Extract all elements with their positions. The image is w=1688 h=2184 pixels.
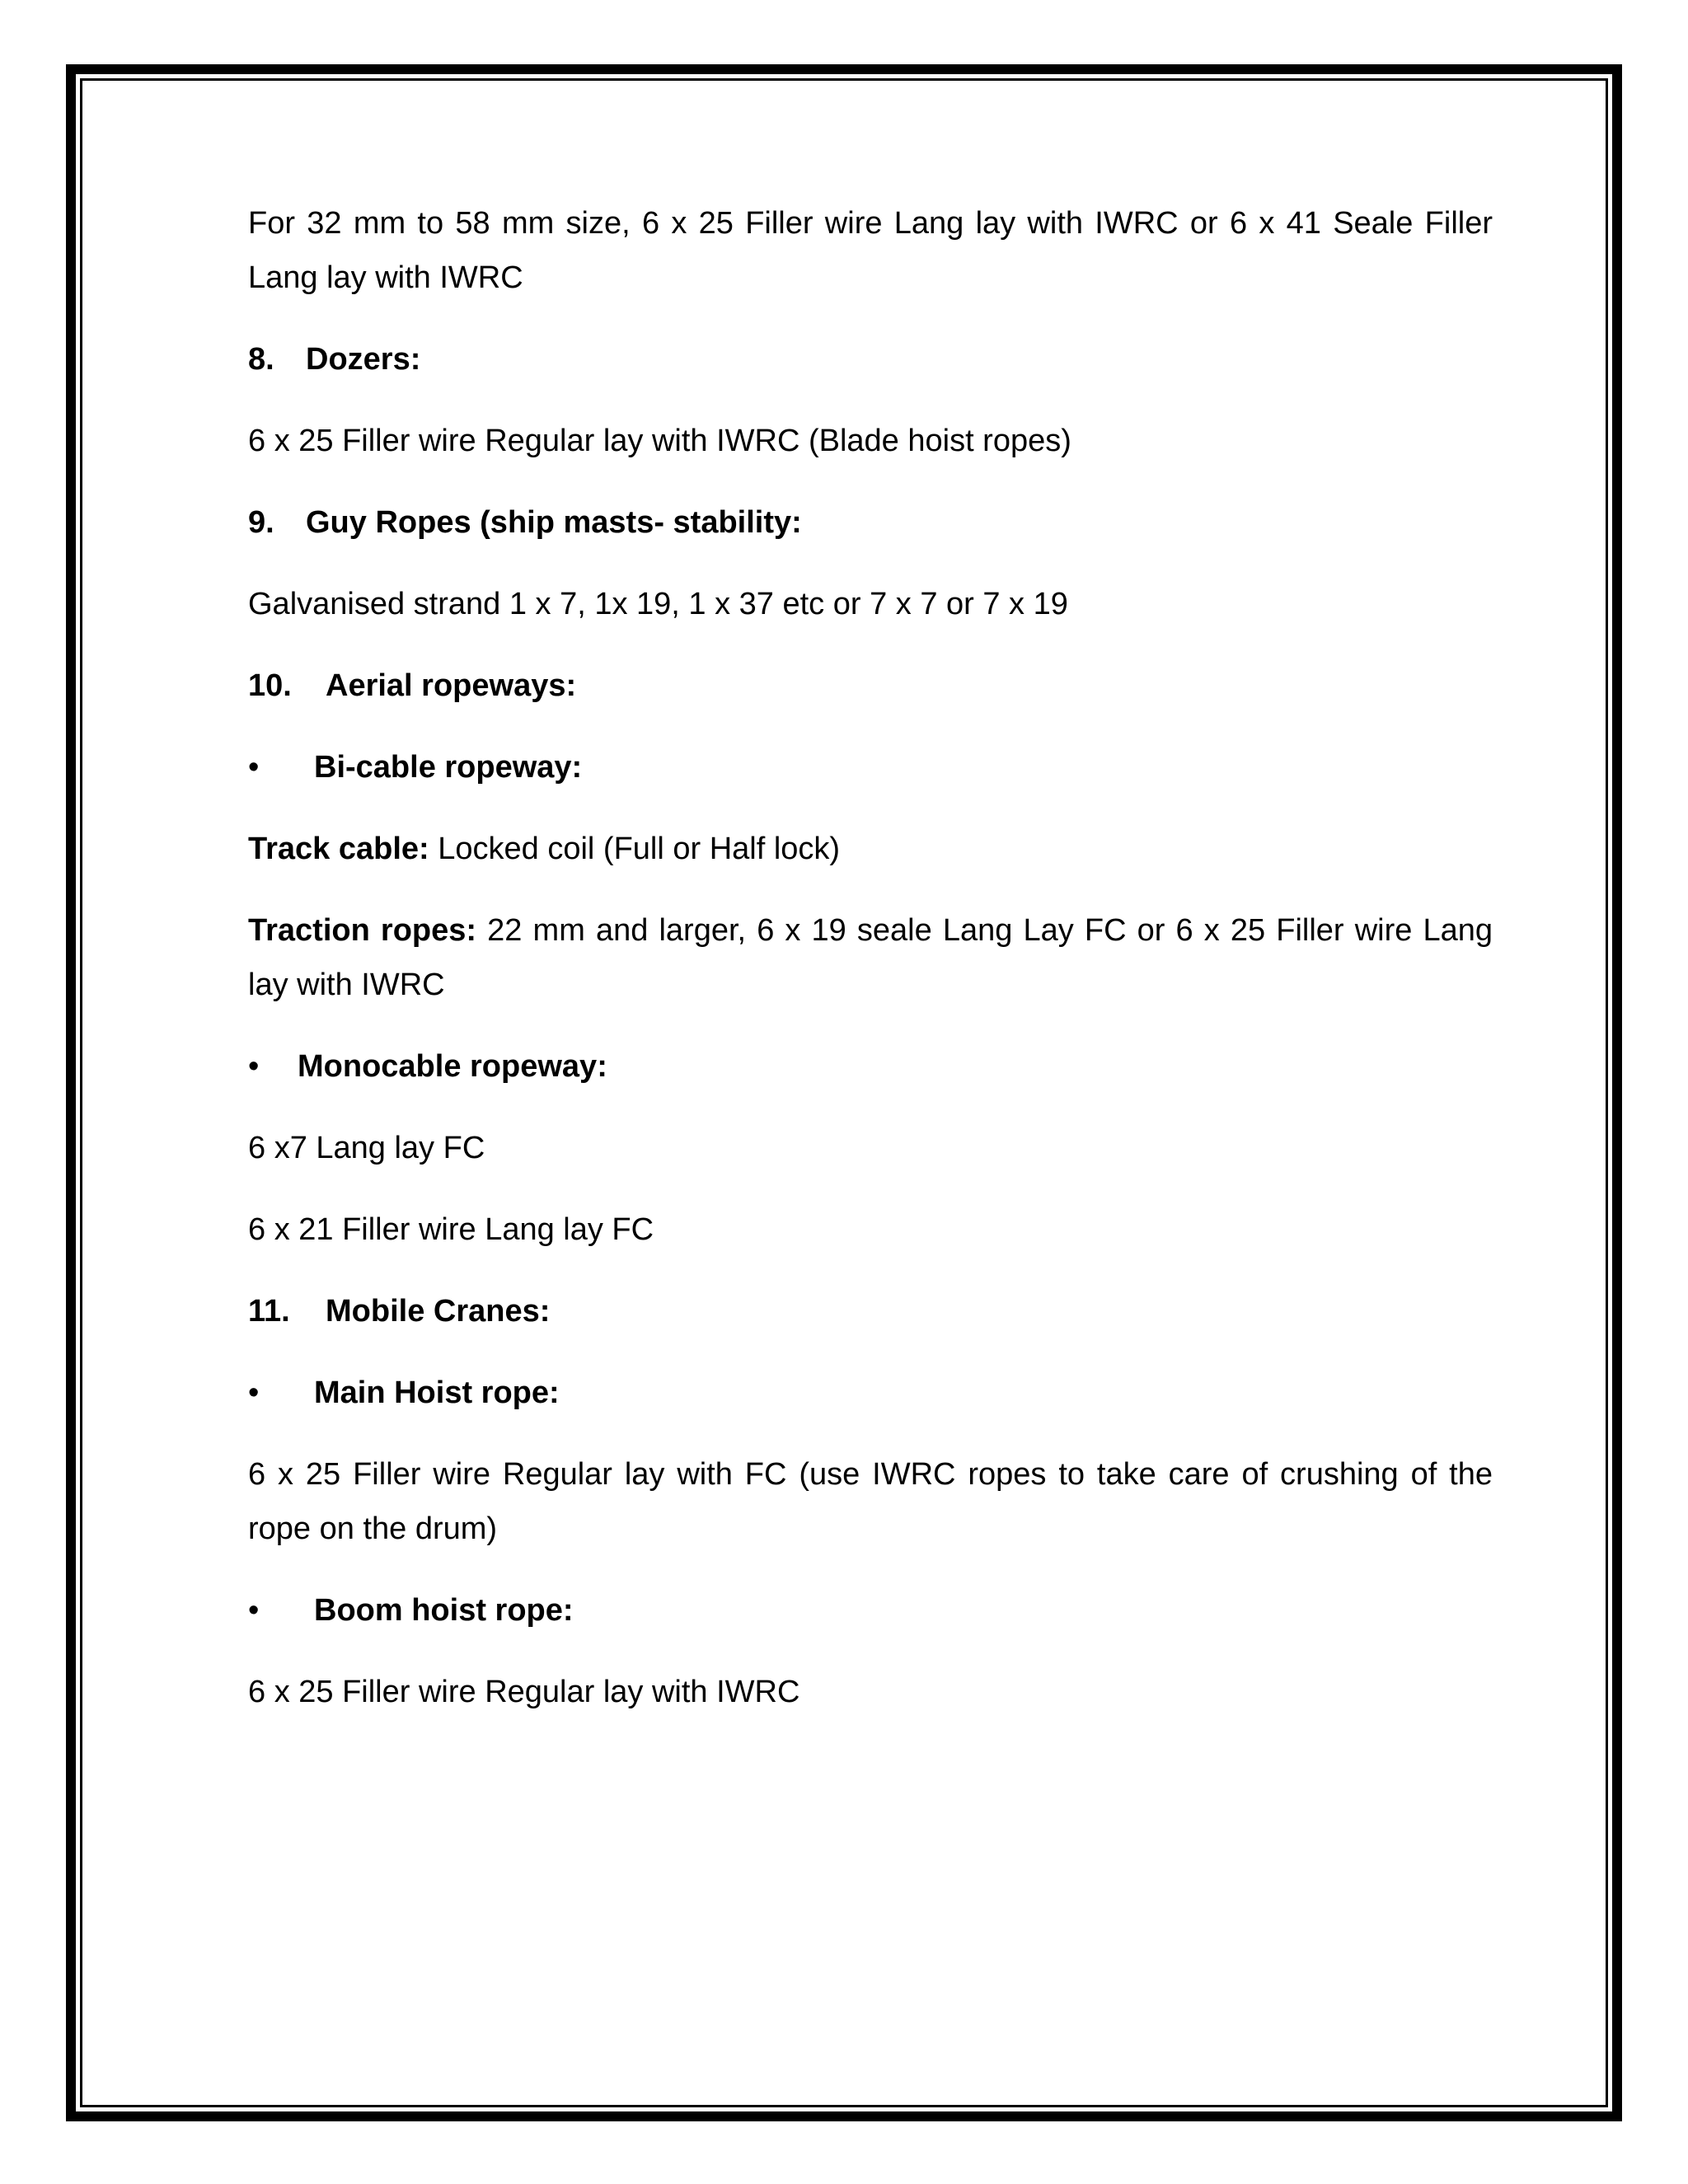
section-title: Guy Ropes (ship masts- stability:: [306, 505, 802, 540]
boom-hoist-bullet: [248, 1583, 1493, 1638]
bullet-icon: •: [248, 750, 260, 785]
section-11-heading: [248, 1284, 1493, 1338]
traction-ropes-label: Traction ropes:: [248, 913, 477, 948]
bullet-icon: •: [248, 1376, 260, 1410]
bicable-bullet: [248, 740, 1493, 794]
bullet-title: Monocable ropeway:: [298, 1049, 607, 1084]
section-9-heading: [248, 495, 1493, 550]
section-number: 8.: [248, 342, 274, 377]
bullet-icon: •: [248, 1049, 260, 1084]
track-cable-paragraph: [248, 822, 1493, 876]
section-8-heading: [248, 332, 1493, 387]
track-cable-text: Locked coil (Full or Half lock): [429, 832, 841, 866]
traction-ropes-paragraph: [248, 903, 1493, 1012]
intro-paragraph: For 32 mm to 58 mm size, 6 x 25 Filler wire Lang lay with IWRC or 6 x 41 Seale Filler Lang lay with IWRC: [248, 206, 1493, 295]
bullet-title: Boom hoist rope:: [314, 1593, 574, 1628]
section-title: Mobile Cranes:: [326, 1294, 551, 1329]
section-title: Dozers:: [306, 342, 421, 377]
section-8-text: 6 x 25 Filler wire Regular lay with IWRC (Blade hoist ropes): [248, 424, 1071, 458]
monocable-bullet: [248, 1039, 1493, 1094]
section-number: 11.: [248, 1294, 290, 1329]
monocable-line-1: 6 x7 Lang lay FC: [248, 1131, 485, 1165]
section-9-text: Galvanised strand 1 x 7, 1x 19, 1 x 37 etc or 7 x 7 or 7 x 19: [248, 587, 1068, 621]
bullet-title: Main Hoist rope:: [314, 1376, 560, 1410]
document-body: [248, 196, 1493, 1746]
traction-ropes-text: 22 mm and larger, 6 x 19 seale Lang Lay FC or 6 x 25 Filler wire Lang lay with IWRC: [248, 913, 1493, 1002]
main-hoist-text: 6 x 25 Filler wire Regular lay with FC (use IWRC ropes to take care of crushing of the rope on the drum): [248, 1457, 1493, 1546]
boom-hoist-text: 6 x 25 Filler wire Regular lay with IWRC: [248, 1675, 800, 1709]
section-number: 10.: [248, 668, 292, 703]
bullet-title: Bi-cable ropeway:: [314, 750, 583, 785]
main-hoist-bullet: [248, 1366, 1493, 1420]
track-cable-label: Track cable:: [248, 832, 429, 866]
section-number: 9.: [248, 505, 274, 540]
section-10-heading: [248, 658, 1493, 713]
section-title: Aerial ropeways:: [326, 668, 577, 703]
monocable-line-2: 6 x 21 Filler wire Lang lay FC: [248, 1212, 654, 1247]
bullet-icon: •: [248, 1593, 260, 1628]
